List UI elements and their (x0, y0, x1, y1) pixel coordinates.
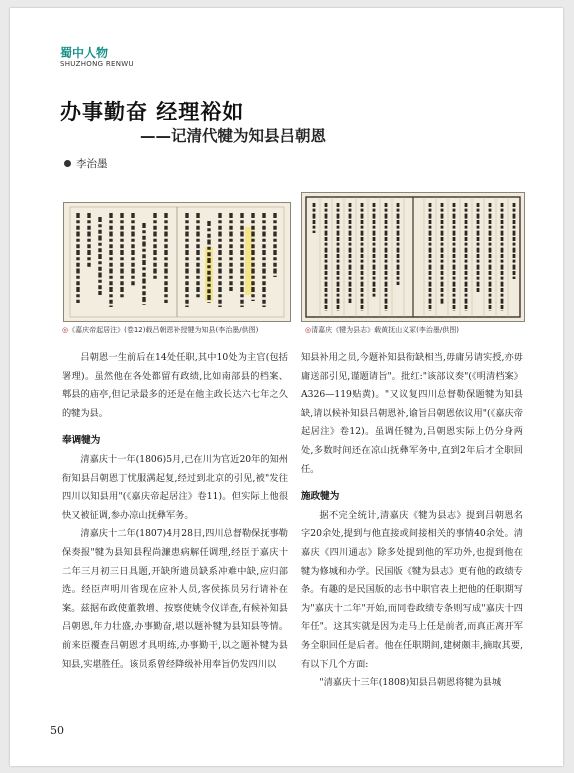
article-title: 办事勤奋 经理裕如 (60, 100, 245, 124)
section-gap (62, 423, 288, 432)
caption-left (62, 326, 258, 335)
article-subtitle: ——记清代犍为知县吕朝恩 (140, 127, 327, 145)
section-heading: 奉调犍为 (62, 435, 101, 447)
page-number: 50 (50, 724, 64, 737)
author-line (64, 156, 108, 171)
column-name-pinyin: SHUZHONG RENWU (60, 60, 134, 68)
caption-right-mark: ◎ (305, 326, 312, 334)
section-heading: 施政犍为 (301, 491, 340, 503)
caption-left-text: 《嘉庆帝起居注》(卷12)载吕朝恩补授犍为知县(李治墨/供图) (68, 326, 259, 334)
text-column-left (62, 349, 288, 674)
author-name: 李治墨 (76, 158, 108, 170)
caption-left-mark: ◎ (62, 326, 69, 334)
paragraph: 清嘉庆十一年(1806)5月,已在川为官近20年的知州衔知县吕朝恩丁忧服满起复,经过到北京的引见,被"发往四川以知县用"(《嘉庆帝起居注》卷11)。但实际上他很快又被征调,参办凉山抚彝军务。 (62, 453, 288, 521)
gazetteer-page-photo-right (301, 192, 525, 322)
section-gap (301, 479, 523, 488)
paragraph: 据不完全统计,清嘉庆《犍为县志》提到吕朝恩名字20余处,提到与他直接或间接相关的事情40余处。清嘉庆《四川通志》除多处提到他的军功外,也提到他在犍为修城和办学。民国版《犍为县志》更有他的政绩专条。有趣的是民国版的志书中职官表上把他的任职期写为"嘉庆十二年"开始,而同卷政绩专条则写成"嘉庆十四年任"。这其实就是因为走马上任是前者,而真正离开军务全职回任是后者。他在任职期间,建树颇丰,摘取其要,有以下几个方面: (301, 509, 523, 670)
paragraph: "清嘉庆十三年(1808)知县吕朝恩将犍为县城 (319, 677, 502, 689)
paragraph: 知县补用之员,今题补知县衔缺相当,毋庸另请实授,亦毋庸送部引见,谨题请旨"。批红:"该部议奏"(《明清档案》A326—119贴黄)。"又议复四川总督勒保题犍为知县缺,请以候补知县吕朝恩补,谕旨吕朝恩依议用"(《嘉庆帝起居注》卷12)。虽调任犍为,吕朝恩实际上仍分身两处,多数时间还在凉山抚彝军务中,直到2年后才全职回任。 (301, 352, 523, 475)
bullet-icon (64, 160, 71, 167)
column-name: 蜀中人物 (60, 46, 109, 60)
paragraph: 清嘉庆十二年(1807)4月28日,四川总督勒保抚事勒保奏报"犍为县知县程尚濂患病解任调理,经臣于嘉庆十二年三月初三日具题,开缺所遗员缺系冲难中缺,应归部选。经臣声明川省现在应补人员,客侯拣员另行请补在案。兹据布政使董教增、按察使姚令仪详查,有候补知县吕朝恩,年力壮盛,办事勤奋,堪以题补犍为县知县等情。前来臣覆查吕朝恩才具明练,办事勤干,以之题补犍为县知县,实堪胜任。该员系曾经降级补用奉旨仍发四川以 (62, 528, 288, 670)
text-column-right (301, 349, 523, 693)
magazine-page (10, 8, 563, 766)
archive-document-photo-left (63, 202, 291, 322)
column-header (60, 46, 134, 69)
paragraph: 吕朝恩一生前后在14处任职,其中10处为主官(包括署理)。虽然他在各处都留有政绩,比如南部县的档案、郫县的庙亭,但记录最多的还是在他主政长达六七年之久的犍为县。 (62, 352, 288, 419)
caption-right (305, 326, 459, 335)
caption-right-text: 清嘉庆《犍为县志》载黄抚山义冢(李治墨/供图) (311, 326, 459, 334)
